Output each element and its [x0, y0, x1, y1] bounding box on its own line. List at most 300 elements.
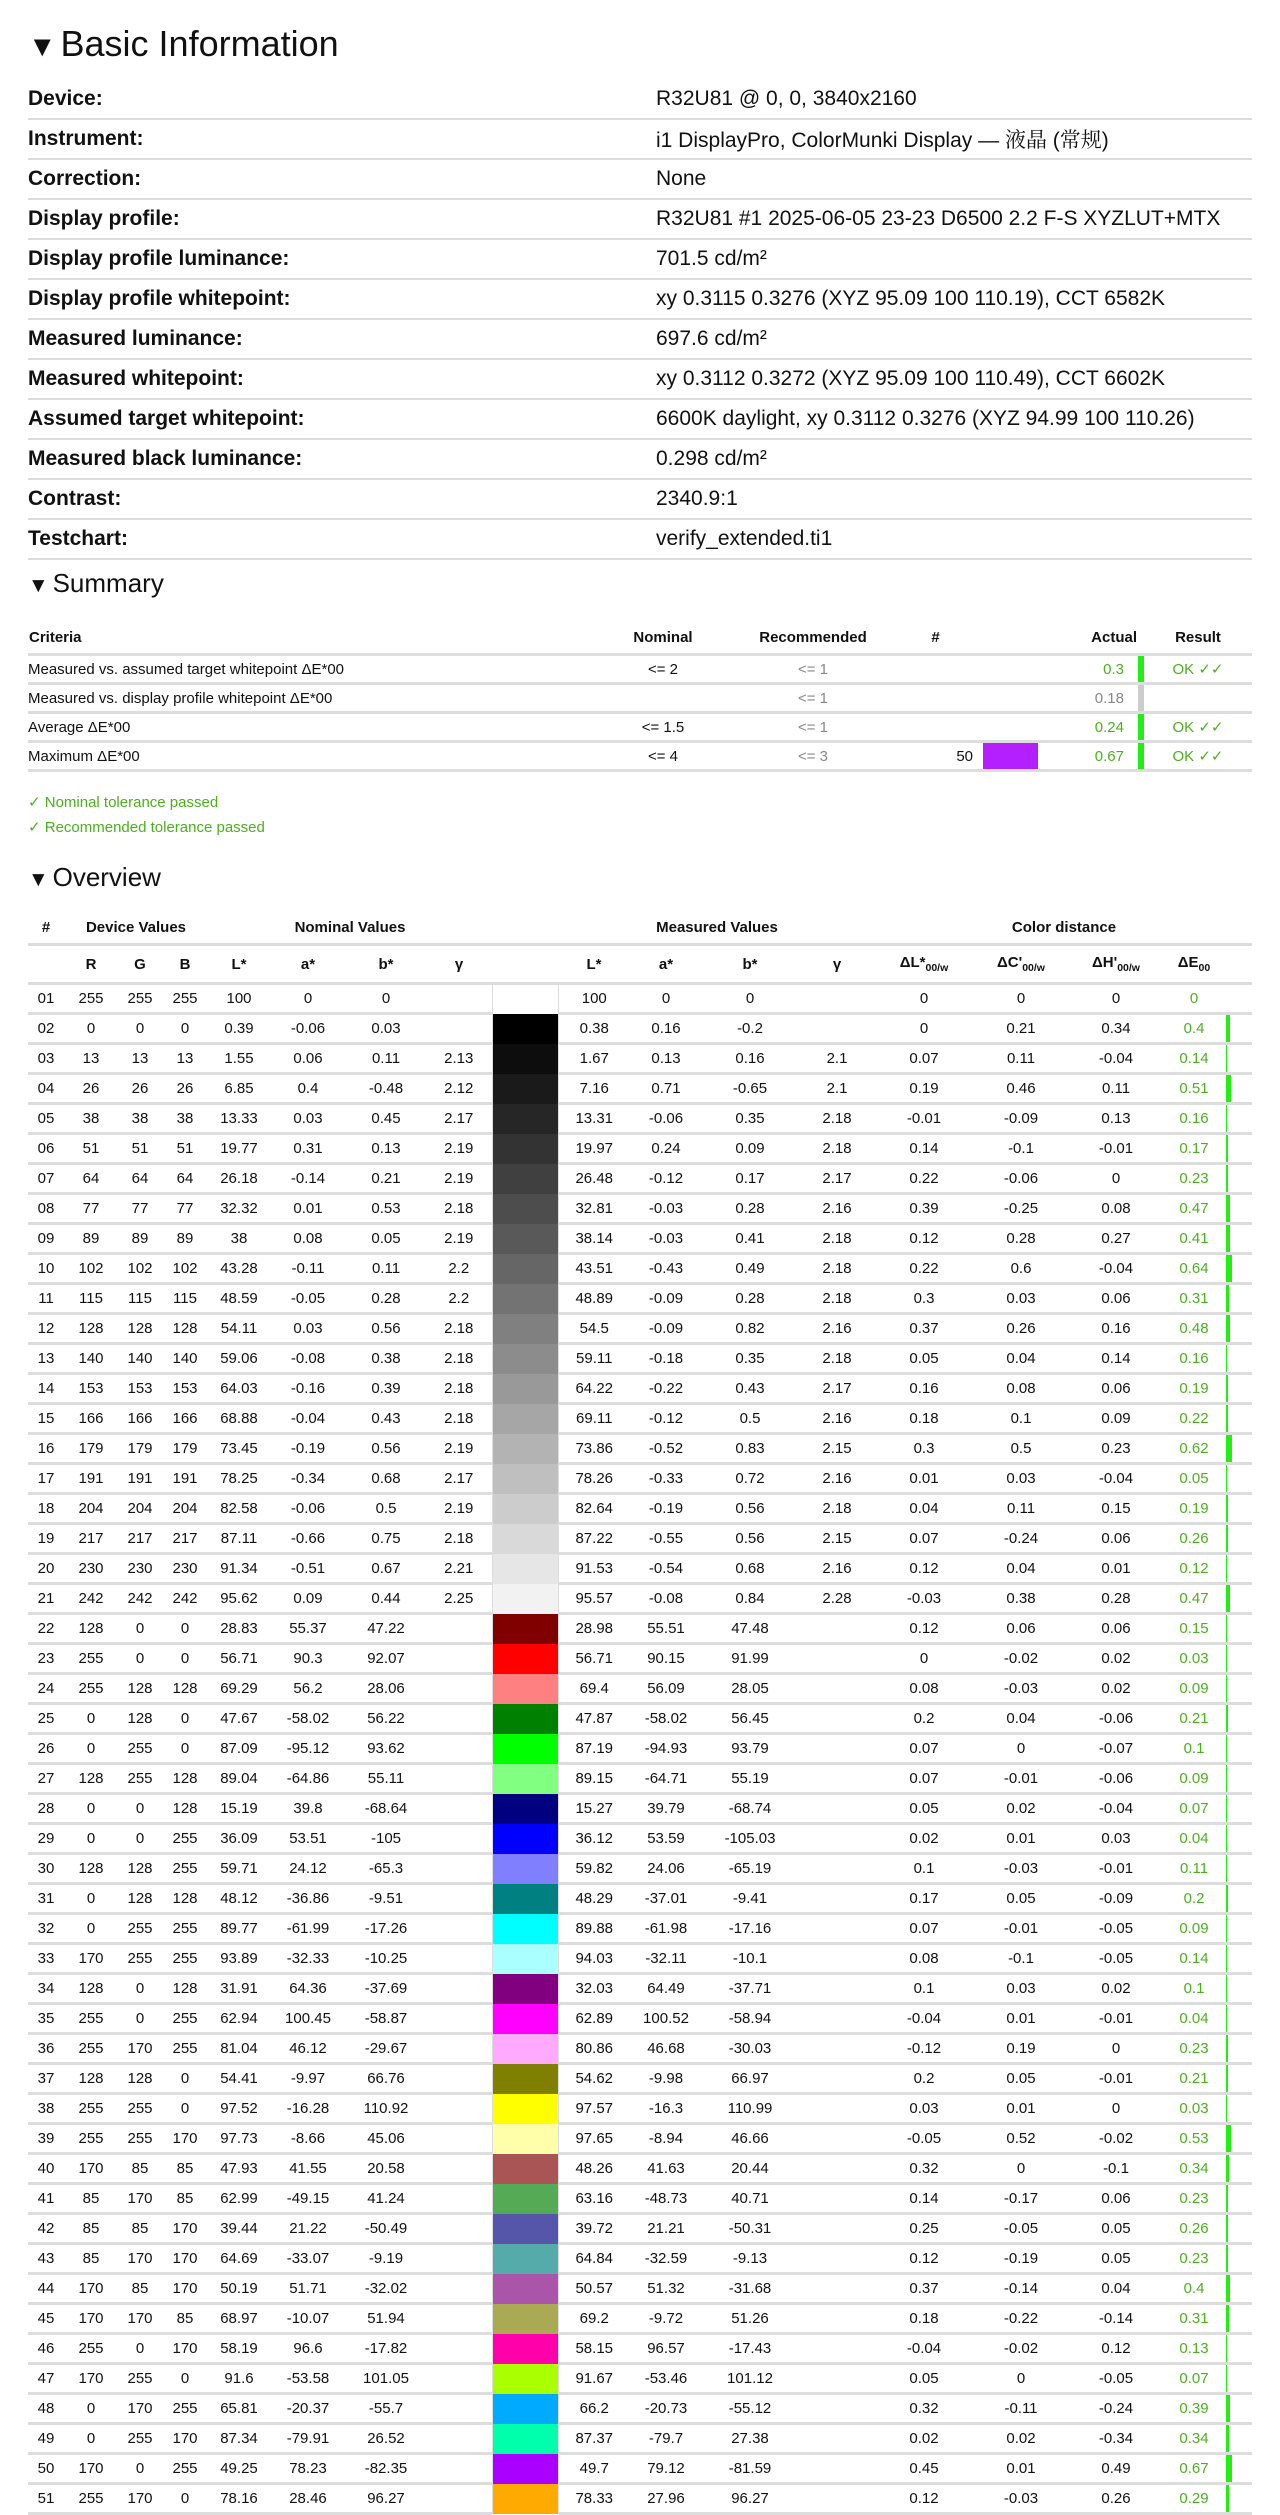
delta-c: 0.11 [972, 1494, 1070, 1524]
info-value: 0.298 cd/m² [656, 439, 1252, 479]
measured-l: 87.19 [558, 1734, 630, 1764]
summary-table [28, 621, 1252, 772]
color-swatch [492, 2454, 558, 2484]
delta-c: -0.09 [972, 1104, 1070, 1134]
nominal-gamma: 2.21 [426, 1554, 492, 1584]
measured-gamma [798, 1944, 876, 1974]
delta-e-bar [1226, 1134, 1252, 1164]
delta-e-bar [1226, 1104, 1252, 1134]
table-row [28, 1584, 1252, 1614]
table-row [28, 1944, 1252, 1974]
basic-information-heading[interactable]: ▼ Basic Information [28, 23, 339, 64]
measured-b: 20.44 [702, 2154, 798, 2184]
device-g: 0 [118, 1824, 162, 1854]
patch-number: 24 [28, 1674, 64, 1704]
table-row [28, 1974, 1252, 2004]
delta-l: 0.2 [876, 2064, 972, 2094]
nominal-l: 6.85 [208, 1074, 270, 1104]
summary-heading[interactable]: ▼ Summary [28, 568, 164, 598]
patch-number: 39 [28, 2124, 64, 2154]
nominal-gamma [426, 2124, 492, 2154]
delta-h: -0.09 [1070, 1884, 1162, 1914]
measured-b: -0.2 [702, 1014, 798, 1044]
nominal-l: 100 [208, 984, 270, 1014]
measured-l: 64.22 [558, 1374, 630, 1404]
device-b: 0 [162, 1704, 208, 1734]
color-swatch [492, 2064, 558, 2094]
delta-e-bar-fill [1226, 1045, 1227, 1072]
measured-a: -32.59 [630, 2244, 702, 2274]
delta-l: 0.02 [876, 2424, 972, 2454]
patch-number: 50 [888, 742, 983, 771]
device-r: 255 [64, 1674, 118, 1704]
delta-h: 0.02 [1070, 1974, 1162, 2004]
device-g: 255 [118, 1944, 162, 1974]
nominal-b: 0.67 [346, 1554, 426, 1584]
delta-e-bar-fill [1226, 1405, 1228, 1432]
patch-number: 08 [28, 1194, 64, 1224]
nominal-l: 78.25 [208, 1464, 270, 1494]
delta-l: 0.04 [876, 1494, 972, 1524]
delta-h: -0.01 [1070, 1854, 1162, 1884]
delta-e-bar-fill [1226, 2245, 1228, 2272]
measured-gamma [798, 2064, 876, 2094]
nominal-b: 93.62 [346, 1734, 426, 1764]
patch-number: 06 [28, 1134, 64, 1164]
nominal-gamma [426, 2364, 492, 2394]
delta-l: 0.07 [876, 1524, 972, 1554]
nominal-gamma [426, 1734, 492, 1764]
delta-h: 0.08 [1070, 1194, 1162, 1224]
delta-e: 0.14 [1162, 1044, 1226, 1074]
device-b: 217 [162, 1524, 208, 1554]
info-value: None [656, 159, 1252, 199]
delta-c: -0.03 [972, 1674, 1070, 1704]
delta-h: -0.05 [1070, 1914, 1162, 1944]
delta-e: 0.34 [1162, 2154, 1226, 2184]
group-measured-values: Measured Values [558, 911, 876, 945]
patch-swatch [983, 655, 1038, 684]
nominal-a: 0 [270, 984, 346, 1014]
nominal-b: -9.51 [346, 1884, 426, 1914]
color-swatch [492, 1704, 558, 1734]
delta-l: 0.45 [876, 2454, 972, 2484]
measured-gamma [798, 1974, 876, 2004]
color-swatch [492, 1074, 558, 1104]
color-swatch [492, 1674, 558, 1704]
nominal-gamma [426, 1794, 492, 1824]
patch-number: 29 [28, 1824, 64, 1854]
delta-e: 0.07 [1162, 2364, 1226, 2394]
delta-l: 0.08 [876, 1944, 972, 1974]
delta-e: 0.51 [1162, 1074, 1226, 1104]
device-g: 191 [118, 1464, 162, 1494]
measured-l: 26.48 [558, 1164, 630, 1194]
col-measured-b: b* [702, 945, 798, 984]
patch-number: 49 [28, 2424, 64, 2454]
nominal-gamma: 2.18 [426, 1374, 492, 1404]
delta-h: 0.05 [1070, 2244, 1162, 2274]
measured-gamma [798, 2124, 876, 2154]
device-r: 255 [64, 2334, 118, 2364]
device-g: 140 [118, 1344, 162, 1374]
col-nominal-b: b* [346, 945, 426, 984]
measured-gamma: 2.1 [798, 1044, 876, 1074]
nominal-l: 47.93 [208, 2154, 270, 2184]
delta-e-bar [1226, 2304, 1252, 2334]
table-row [28, 1644, 1252, 1674]
device-g: 242 [118, 1584, 162, 1614]
nominal-a: -0.05 [270, 1284, 346, 1314]
delta-e-bar [1226, 1194, 1252, 1224]
info-label: Display profile: [28, 199, 656, 239]
overview-heading[interactable]: ▼ Overview [28, 862, 161, 892]
delta-h: 0.16 [1070, 1314, 1162, 1344]
device-r: 0 [64, 1884, 118, 1914]
nominal-l: 43.28 [208, 1254, 270, 1284]
table-row [28, 2064, 1252, 2094]
nominal-a: 21.22 [270, 2214, 346, 2244]
criteria: Average ΔE*00 [28, 713, 588, 742]
measured-a: 46.68 [630, 2034, 702, 2064]
nominal-gamma [426, 2034, 492, 2064]
actual-value: 0.67 [1038, 742, 1138, 771]
nominal-a: -0.34 [270, 1464, 346, 1494]
measured-l: 49.7 [558, 2454, 630, 2484]
device-g: 0 [118, 1014, 162, 1044]
color-swatch [492, 1464, 558, 1494]
device-r: 0 [64, 2424, 118, 2454]
delta-e-bar [1226, 1404, 1252, 1434]
nominal-a: 28.46 [270, 2484, 346, 2514]
measured-b: -9.13 [702, 2244, 798, 2274]
nominal-l: 59.06 [208, 1344, 270, 1374]
patch-number: 31 [28, 1884, 64, 1914]
nominal-gamma [426, 2004, 492, 2034]
nominal-l: 78.16 [208, 2484, 270, 2514]
device-b: 140 [162, 1344, 208, 1374]
device-g: 89 [118, 1224, 162, 1254]
color-swatch [492, 2334, 558, 2364]
delta-e: 0.09 [1162, 1914, 1226, 1944]
delta-l: 0.25 [876, 2214, 972, 2244]
delta-c: 0.01 [972, 2454, 1070, 2484]
device-g: 255 [118, 2364, 162, 2394]
delta-e: 0.34 [1162, 2424, 1226, 2454]
measured-b: 0 [702, 984, 798, 1014]
measured-b: -31.68 [702, 2274, 798, 2304]
measured-l: 47.87 [558, 1704, 630, 1734]
measured-b: 47.48 [702, 1614, 798, 1644]
measured-gamma: 2.18 [798, 1494, 876, 1524]
delta-e-bar-fill [1226, 2125, 1231, 2152]
measured-a: -0.33 [630, 1464, 702, 1494]
device-r: 77 [64, 1194, 118, 1224]
delta-l: -0.05 [876, 2124, 972, 2154]
delta-h: 0.11 [1070, 1074, 1162, 1104]
nominal-a: 100.45 [270, 2004, 346, 2034]
device-r: 140 [64, 1344, 118, 1374]
device-r: 153 [64, 1374, 118, 1404]
recommended: <= 1 [738, 684, 888, 713]
measured-b: 0.43 [702, 1374, 798, 1404]
nominal-b: -29.67 [346, 2034, 426, 2064]
patch-number: 30 [28, 1854, 64, 1884]
delta-h: -0.01 [1070, 1134, 1162, 1164]
nominal-gamma [426, 1674, 492, 1704]
collapse-triangle-icon[interactable]: ▼ [28, 31, 57, 63]
measured-l: 78.33 [558, 2484, 630, 2514]
measured-l: 87.22 [558, 1524, 630, 1554]
nominal-l: 48.59 [208, 1284, 270, 1314]
delta-c: 0.46 [972, 1074, 1070, 1104]
measured-b: -37.71 [702, 1974, 798, 2004]
device-g: 85 [118, 2214, 162, 2244]
measured-gamma [798, 1644, 876, 1674]
measured-b: 0.49 [702, 1254, 798, 1284]
info-label: Correction: [28, 159, 656, 199]
nominal-a: 0.03 [270, 1314, 346, 1344]
measured-l: 36.12 [558, 1824, 630, 1854]
delta-e: 0.23 [1162, 2184, 1226, 2214]
nominal-l: 87.11 [208, 1524, 270, 1554]
color-swatch [492, 2004, 558, 2034]
delta-e-bar [1226, 1254, 1252, 1284]
table-row [28, 2244, 1252, 2274]
nominal-l: 64.69 [208, 2244, 270, 2274]
delta-e: 0.12 [1162, 1554, 1226, 1584]
nominal-b: 0.11 [346, 1254, 426, 1284]
measured-a: -48.73 [630, 2184, 702, 2214]
measured-gamma [798, 2454, 876, 2484]
patch-number: 05 [28, 1104, 64, 1134]
delta-c: 0.38 [972, 1584, 1070, 1614]
measured-l: 91.67 [558, 2364, 630, 2394]
delta-e-bar [1226, 2094, 1252, 2124]
delta-l: 0 [876, 1644, 972, 1674]
table-row [28, 1554, 1252, 1584]
patch-number: 41 [28, 2184, 64, 2214]
patch-number: 51 [28, 2484, 64, 2514]
measured-a: 39.79 [630, 1794, 702, 1824]
nominal-a: 64.36 [270, 1974, 346, 2004]
nominal-a: 0.03 [270, 1104, 346, 1134]
measured-b: 91.99 [702, 1644, 798, 1674]
device-b: 191 [162, 1464, 208, 1494]
delta-c: 0.06 [972, 1614, 1070, 1644]
result: OK ✓✓ [1144, 713, 1252, 742]
device-r: 128 [64, 1614, 118, 1644]
measured-b: -10.1 [702, 1944, 798, 1974]
nominal-a: -9.97 [270, 2064, 346, 2094]
nominal-gamma [426, 2064, 492, 2094]
delta-e-bar-fill [1226, 2185, 1228, 2212]
device-r: 170 [64, 2274, 118, 2304]
delta-c: 0.6 [972, 1254, 1070, 1284]
device-r: 128 [64, 1854, 118, 1884]
collapse-triangle-icon[interactable]: ▼ [28, 868, 49, 891]
measured-gamma: 2.16 [798, 1404, 876, 1434]
device-r: 217 [64, 1524, 118, 1554]
delta-h: -0.02 [1070, 2124, 1162, 2154]
measured-b: -50.31 [702, 2214, 798, 2244]
nominal-l: 87.09 [208, 1734, 270, 1764]
color-swatch [492, 1914, 558, 1944]
color-swatch [492, 1134, 558, 1164]
delta-c: 0.08 [972, 1374, 1070, 1404]
nominal-l: 0.39 [208, 1014, 270, 1044]
table-row [28, 2424, 1252, 2454]
color-swatch [492, 1554, 558, 1584]
collapse-triangle-icon[interactable]: ▼ [28, 574, 49, 597]
nominal-l: 95.62 [208, 1584, 270, 1614]
device-b: 85 [162, 2154, 208, 2184]
delta-e-bar-fill [1226, 1165, 1228, 1192]
measured-b: 0.84 [702, 1584, 798, 1614]
device-r: 128 [64, 1974, 118, 2004]
device-b: 170 [162, 2334, 208, 2364]
device-r: 179 [64, 1434, 118, 1464]
nominal-b: -0.48 [346, 1074, 426, 1104]
device-b: 0 [162, 1614, 208, 1644]
table-row [28, 2484, 1252, 2514]
patch-number [888, 684, 983, 713]
delta-h: 0.09 [1070, 1404, 1162, 1434]
nominal-a: 51.71 [270, 2274, 346, 2304]
delta-e: 0.16 [1162, 1344, 1226, 1374]
device-g: 255 [118, 984, 162, 1014]
measured-gamma [798, 1014, 876, 1044]
delta-e-bar [1226, 2454, 1252, 2484]
delta-e-bar-fill [1226, 1195, 1230, 1222]
table-row [28, 2184, 1252, 2214]
delta-e-bar [1226, 1674, 1252, 1704]
device-b: 179 [162, 1434, 208, 1464]
table-row [28, 2454, 1252, 2484]
color-swatch [492, 2394, 558, 2424]
nominal-gamma [426, 1944, 492, 1974]
nominal-l: 69.29 [208, 1674, 270, 1704]
delta-e-bar [1226, 2424, 1252, 2454]
measured-b: 0.28 [702, 1194, 798, 1224]
delta-e-bar-fill [1226, 1285, 1229, 1312]
patch-number: 44 [28, 2274, 64, 2304]
measured-a: -0.18 [630, 1344, 702, 1374]
nominal-b: 20.58 [346, 2154, 426, 2184]
overview-table [28, 911, 1252, 2515]
device-b: 0 [162, 1014, 208, 1044]
delta-e: 0.03 [1162, 2094, 1226, 2124]
device-r: 102 [64, 1254, 118, 1284]
measured-a: -64.71 [630, 1764, 702, 1794]
delta-e-bar [1226, 1554, 1252, 1584]
measured-l: 80.86 [558, 2034, 630, 2064]
device-r: 170 [64, 2454, 118, 2484]
device-g: 0 [118, 1644, 162, 1674]
nominal-b: 28.06 [346, 1674, 426, 1704]
device-r: 128 [64, 2064, 118, 2094]
summary-row [28, 684, 1252, 713]
delta-c: 0.01 [972, 1824, 1070, 1854]
info-value: R32U81 @ 0, 0, 3840x2160 [656, 80, 1252, 119]
device-b: 255 [162, 1944, 208, 1974]
table-row [28, 1014, 1252, 1044]
nominal-a: 0.06 [270, 1044, 346, 1074]
device-b: 242 [162, 1584, 208, 1614]
measured-b: -30.03 [702, 2034, 798, 2064]
measured-a: -0.06 [630, 1104, 702, 1134]
delta-e: 0.22 [1162, 1404, 1226, 1434]
measured-a: -0.52 [630, 1434, 702, 1464]
delta-c: 0 [972, 2154, 1070, 2184]
device-b: 170 [162, 2274, 208, 2304]
info-row [28, 359, 1252, 399]
color-swatch [492, 1194, 558, 1224]
device-b: 170 [162, 2214, 208, 2244]
delta-c: 0 [972, 1734, 1070, 1764]
delta-c: 0.26 [972, 1314, 1070, 1344]
nominal-b: 51.94 [346, 2304, 426, 2334]
device-b: 255 [162, 2454, 208, 2484]
result [1144, 684, 1252, 713]
nominal-gamma: 2.18 [426, 1314, 492, 1344]
measured-l: 56.71 [558, 1644, 630, 1674]
measured-l: 87.37 [558, 2424, 630, 2454]
delta-e-bar [1226, 1944, 1252, 1974]
measured-gamma: 2.28 [798, 1584, 876, 1614]
measured-b: 0.56 [702, 1494, 798, 1524]
delta-e-bar [1226, 1764, 1252, 1794]
delta-e-bar-fill [1226, 1015, 1230, 1042]
delta-e-bar [1226, 1854, 1252, 1884]
measured-a: 21.21 [630, 2214, 702, 2244]
device-g: 0 [118, 1614, 162, 1644]
delta-l: 0.32 [876, 2394, 972, 2424]
info-value: xy 0.3115 0.3276 (XYZ 95.09 100 110.19), CCT 6582K [656, 279, 1252, 319]
device-g: 64 [118, 1164, 162, 1194]
delta-c: 0.19 [972, 2034, 1070, 2064]
color-swatch [492, 1584, 558, 1614]
measured-gamma [798, 1764, 876, 1794]
delta-e-bar [1226, 2334, 1252, 2364]
measured-l: 89.88 [558, 1914, 630, 1944]
nominal-gamma [426, 1614, 492, 1644]
measured-b: -58.94 [702, 2004, 798, 2034]
delta-e-bar [1226, 2124, 1252, 2154]
device-r: 13 [64, 1044, 118, 1074]
delta-e-bar-fill [1226, 1495, 1228, 1522]
delta-l: 0.22 [876, 1164, 972, 1194]
device-r: 0 [64, 1734, 118, 1764]
info-row [28, 159, 1252, 199]
actual-value: 0.3 [1038, 655, 1138, 684]
nominal-a: 56.2 [270, 1674, 346, 1704]
device-b: 255 [162, 1824, 208, 1854]
delta-l: 0.39 [876, 1194, 972, 1224]
measured-a: -9.72 [630, 2304, 702, 2334]
patch-number: 38 [28, 2094, 64, 2124]
delta-l: 0.37 [876, 2274, 972, 2304]
nominal-b: 0.39 [346, 1374, 426, 1404]
table-row [28, 1614, 1252, 1644]
delta-e: 0.09 [1162, 1764, 1226, 1794]
patch-number: 32 [28, 1914, 64, 1944]
delta-e-bar [1226, 1644, 1252, 1674]
delta-c: 0.05 [972, 1884, 1070, 1914]
nominal-b: 0.28 [346, 1284, 426, 1314]
delta-e: 0.11 [1162, 1854, 1226, 1884]
device-b: 170 [162, 2424, 208, 2454]
